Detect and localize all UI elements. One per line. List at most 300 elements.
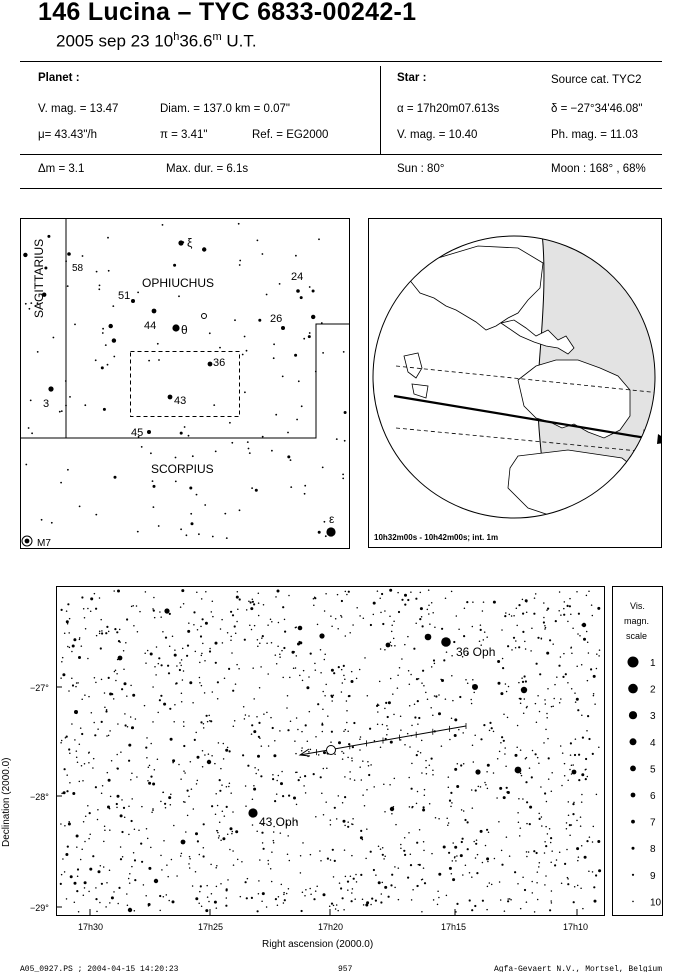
bright-star — [425, 634, 432, 641]
detail-star — [370, 764, 372, 766]
detail-star — [132, 694, 135, 697]
detail-star — [566, 828, 568, 830]
detail-star — [531, 776, 533, 778]
detail-star — [95, 608, 97, 610]
detail-star — [276, 793, 278, 795]
label-star-xi: ξ — [187, 236, 193, 250]
detail-star — [566, 822, 568, 824]
detail-star — [174, 704, 176, 706]
detail-star — [88, 696, 90, 698]
detail-star — [152, 808, 154, 810]
detail-star — [81, 733, 83, 735]
detail-star — [81, 849, 83, 851]
detail-star — [545, 729, 547, 731]
detail-star — [415, 623, 417, 625]
detail-star — [404, 837, 406, 839]
detail-star — [185, 831, 187, 833]
detail-star — [351, 760, 353, 762]
detail-star — [518, 604, 520, 606]
detail-star — [399, 667, 401, 669]
detail-star — [324, 653, 326, 655]
detail-star — [561, 785, 563, 787]
detail-star — [476, 839, 478, 841]
detail-star — [104, 692, 106, 694]
detail-star — [539, 711, 541, 713]
detail-star — [554, 684, 556, 686]
detail-star — [183, 745, 185, 747]
detail-star — [364, 805, 366, 807]
detail-star — [388, 896, 390, 898]
detail-star — [471, 909, 473, 911]
detail-star — [518, 646, 520, 648]
detail-star — [183, 770, 185, 772]
detail-star — [588, 591, 590, 593]
detail-star — [438, 694, 440, 696]
detail-star — [497, 660, 500, 663]
detail-star — [549, 828, 551, 830]
detail-star — [168, 672, 170, 674]
detail-star — [66, 610, 68, 612]
detail-star — [100, 865, 102, 867]
detail-star — [308, 676, 310, 678]
detail-star — [504, 753, 506, 755]
detail-star — [271, 621, 273, 623]
detail-star — [123, 650, 125, 652]
detail-star — [84, 617, 86, 619]
detail-star — [232, 850, 234, 852]
detail-star — [173, 825, 175, 827]
detail-star — [193, 808, 195, 810]
planet-vmag: V. mag. = 13.47 — [38, 103, 119, 115]
detail-star — [525, 648, 527, 650]
detail-star — [378, 845, 380, 847]
detail-star — [204, 754, 206, 756]
detail-star — [279, 654, 281, 656]
detail-star — [211, 611, 213, 613]
detail-star — [322, 691, 324, 693]
bright-star — [475, 769, 480, 774]
detail-star — [271, 851, 273, 853]
detail-star — [181, 692, 183, 694]
detail-star — [430, 707, 432, 709]
bright-star — [207, 760, 211, 764]
detail-star — [377, 711, 379, 713]
detail-star — [101, 630, 103, 632]
detail-star — [71, 651, 73, 653]
detail-star — [581, 801, 583, 803]
detail-star — [187, 790, 189, 792]
detail-star — [245, 881, 247, 883]
detail-star — [522, 599, 524, 601]
detail-star — [576, 847, 579, 850]
detail-star — [159, 910, 161, 912]
detail-star — [408, 832, 410, 834]
detail-star — [544, 628, 546, 630]
detail-star — [476, 872, 478, 874]
detail-star — [243, 706, 245, 708]
detail-star — [415, 598, 417, 600]
detail-star — [344, 678, 346, 680]
detail-star — [347, 757, 349, 759]
detail-star — [134, 828, 136, 830]
detail-star — [353, 878, 355, 880]
detail-star — [445, 598, 447, 600]
bright-star — [181, 840, 186, 845]
detail-star — [147, 650, 149, 652]
detail-star — [400, 729, 402, 731]
detail-star — [180, 855, 182, 857]
detail-star — [556, 676, 558, 678]
detail-star — [397, 592, 399, 594]
detail-star — [84, 887, 86, 889]
bright-star — [386, 643, 391, 648]
detail-star — [325, 801, 327, 803]
detail-star — [255, 773, 257, 775]
detail-star — [296, 717, 298, 719]
detail-star — [120, 846, 122, 848]
detail-star — [461, 809, 463, 811]
detail-star — [215, 662, 217, 664]
detail-star — [132, 605, 134, 607]
detail-star — [469, 872, 471, 874]
detail-star — [446, 817, 448, 819]
detail-star — [131, 820, 133, 822]
detail-star — [348, 695, 350, 697]
detail-star — [394, 866, 396, 868]
detail-star — [377, 590, 379, 592]
detail-star — [555, 620, 557, 622]
detail-star — [529, 806, 532, 809]
detail-star — [96, 635, 98, 637]
detail-star — [449, 799, 451, 801]
detail-star — [526, 601, 528, 603]
detail-star — [109, 693, 112, 696]
detail-star — [572, 813, 574, 815]
detail-star — [454, 768, 457, 771]
detail-star — [172, 900, 175, 903]
detail-star — [152, 809, 154, 811]
detail-star — [472, 745, 474, 747]
detail-star — [278, 622, 280, 624]
detail-star — [144, 652, 146, 654]
detail-star — [287, 853, 289, 855]
detail-star — [259, 737, 261, 739]
detail-star — [359, 749, 361, 751]
detail-star — [429, 623, 431, 625]
detail-star — [483, 639, 485, 641]
detail-star — [594, 900, 597, 903]
detail-star — [116, 807, 118, 809]
detail-star — [184, 772, 186, 774]
detail-star — [182, 648, 184, 650]
detail-star — [314, 663, 316, 665]
detail-star — [389, 589, 392, 592]
detail-star — [569, 824, 571, 826]
detail-star — [89, 812, 91, 814]
detail-star — [121, 799, 123, 801]
detail-star — [314, 597, 316, 599]
detail-star — [463, 635, 465, 637]
detail-star — [497, 758, 499, 760]
detail-star — [330, 819, 332, 821]
detail-star — [209, 720, 211, 722]
detail-star — [100, 647, 102, 649]
detail-star — [261, 901, 263, 903]
detail-star — [117, 723, 119, 725]
scale-dot-10 — [632, 901, 634, 903]
detail-star — [94, 593, 96, 595]
label-36-oph: 36 Oph — [456, 645, 496, 659]
detail-star — [270, 717, 272, 719]
detail-star — [155, 674, 157, 676]
detail-star — [246, 897, 248, 899]
detail-star — [456, 785, 459, 788]
detail-star — [258, 602, 260, 604]
detail-star — [253, 698, 255, 700]
detail-star — [286, 893, 288, 895]
detail-star — [538, 813, 540, 815]
detail-star — [425, 767, 427, 769]
detail-star — [105, 906, 107, 908]
detail-star — [448, 852, 450, 854]
detail-star — [544, 699, 546, 701]
detail-star — [301, 910, 303, 912]
detail-star — [511, 615, 512, 617]
detail-star — [432, 715, 434, 717]
detail-star — [331, 700, 333, 702]
detail-star — [301, 750, 303, 752]
detail-star — [331, 903, 333, 905]
detail-star — [114, 671, 116, 673]
detail-star — [334, 860, 336, 862]
detail-star — [140, 843, 142, 845]
detail-star — [72, 645, 75, 648]
dec-tick-27: −27° — [30, 683, 49, 693]
detail-star — [390, 678, 392, 680]
detail-star — [143, 884, 145, 886]
detail-star — [390, 641, 392, 643]
detail-star — [288, 595, 290, 597]
detail-star — [247, 878, 249, 880]
detail-star — [486, 829, 488, 831]
detail-star — [429, 765, 431, 767]
detail-star — [254, 625, 256, 627]
detail-star — [315, 669, 317, 671]
detail-star — [278, 896, 280, 898]
detail-star — [523, 712, 525, 714]
detail-star — [382, 854, 384, 856]
detail-star — [116, 673, 118, 675]
detail-star — [479, 640, 481, 642]
detail-star — [275, 654, 277, 656]
detail-star — [167, 665, 169, 667]
detail-star — [398, 867, 400, 869]
detail-star — [219, 779, 221, 781]
detail-star — [443, 659, 445, 661]
detail-star — [539, 673, 541, 675]
detail-star — [567, 883, 569, 885]
detail-star — [532, 750, 534, 752]
detail-star — [120, 858, 122, 860]
detail-star — [188, 622, 190, 624]
detail-star — [383, 858, 385, 860]
detail-star — [197, 780, 199, 782]
label-star-43: 43 — [174, 395, 187, 407]
detail-star — [473, 841, 475, 843]
detail-star — [465, 865, 467, 867]
detail-star — [202, 750, 204, 752]
detail-star — [349, 778, 351, 780]
detail-star — [546, 652, 549, 655]
detail-star — [107, 772, 109, 774]
detail-star — [65, 853, 68, 856]
detail-star — [169, 645, 171, 647]
label-star-58: 58 — [72, 263, 84, 274]
detail-star — [168, 796, 171, 799]
detail-star — [157, 712, 159, 714]
detail-star — [482, 900, 484, 902]
detail-star — [293, 668, 295, 670]
detail-star — [567, 878, 569, 880]
detail-star — [349, 771, 351, 773]
detail-star — [105, 632, 107, 634]
detail-star — [76, 682, 78, 684]
detail-star — [537, 871, 539, 873]
detail-star — [387, 716, 389, 718]
detail-star — [593, 693, 595, 695]
scale-title-1: Vis. — [630, 601, 645, 611]
detail-star — [94, 734, 96, 736]
detail-star — [130, 716, 132, 718]
detail-star — [341, 751, 343, 753]
detail-star — [472, 807, 474, 809]
detail-star — [423, 841, 425, 843]
detail-star — [276, 663, 278, 665]
detail-star — [211, 805, 213, 807]
detail-star — [407, 733, 409, 735]
bright-star — [164, 608, 169, 613]
detail-star — [221, 619, 223, 621]
detail-star — [248, 715, 250, 717]
detail-star — [384, 610, 386, 612]
detail-star — [167, 876, 169, 878]
detail-star — [391, 625, 393, 627]
detail-star — [437, 904, 439, 906]
detail-star — [97, 819, 99, 821]
detail-star — [403, 850, 405, 852]
detail-star — [294, 740, 296, 742]
detail-star — [216, 865, 218, 867]
detail-star — [289, 860, 291, 862]
detail-star — [113, 698, 115, 700]
detail-star — [443, 846, 446, 849]
detail-star — [496, 797, 498, 799]
detail-star — [237, 608, 239, 610]
detail-star — [93, 722, 95, 724]
detail-star — [347, 889, 349, 891]
detail-star — [208, 753, 210, 755]
detail-star — [338, 666, 340, 668]
detail-star — [589, 836, 591, 838]
detail-star — [215, 793, 217, 795]
detail-star — [181, 701, 183, 703]
footer-publisher: Agfa-Gevaert N.V., Mortsel, Belgium — [494, 965, 663, 972]
detail-star — [329, 905, 331, 907]
detail-star — [95, 786, 97, 788]
detail-star — [130, 779, 132, 781]
detail-star — [493, 731, 495, 733]
detail-star — [366, 789, 368, 791]
detail-star — [489, 882, 491, 884]
detail-star — [236, 621, 238, 623]
detail-star — [381, 593, 383, 595]
detail-star — [546, 713, 548, 715]
detail-star — [389, 784, 391, 786]
detail-star — [225, 749, 228, 752]
detail-star — [66, 790, 68, 792]
detail-star — [571, 646, 573, 648]
detail-star — [340, 887, 342, 889]
detail-star — [515, 647, 517, 649]
detail-star — [351, 757, 353, 759]
detail-star — [355, 874, 357, 876]
detail-star — [212, 616, 214, 618]
detail-star — [535, 703, 537, 705]
detail-star — [583, 638, 586, 641]
detail-star — [212, 691, 214, 693]
scale-dot-6 — [631, 793, 636, 798]
detail-star — [526, 801, 528, 803]
detail-star — [474, 905, 476, 907]
detail-star — [384, 649, 386, 651]
detail-star — [65, 737, 67, 739]
label-scorpius: SCORPIUS — [151, 462, 214, 476]
detail-star — [200, 721, 202, 723]
detail-star — [370, 904, 372, 906]
detail-star — [344, 825, 346, 827]
detail-star — [304, 775, 306, 777]
detail-star — [157, 759, 159, 761]
detail-star — [567, 682, 569, 684]
detail-star — [505, 683, 507, 685]
detail-star — [150, 776, 152, 778]
detail-star — [520, 908, 522, 910]
detail-star — [270, 868, 272, 870]
detail-star — [563, 608, 565, 610]
detail-star — [570, 754, 572, 756]
detail-star — [212, 600, 214, 602]
detail-star — [118, 887, 120, 889]
detail-star — [501, 850, 503, 852]
detail-star — [472, 679, 474, 681]
detail-star — [594, 703, 596, 705]
detail-star — [362, 760, 364, 762]
detail-star — [201, 905, 203, 907]
detail-star — [385, 702, 387, 704]
planet-motion: μ= 43.43"/h — [38, 129, 97, 141]
detail-star — [529, 767, 531, 769]
detail-star — [342, 758, 344, 760]
label-star-51: 51 — [118, 290, 131, 302]
detail-star — [162, 631, 164, 633]
detail-star — [323, 751, 326, 754]
detail-star — [309, 711, 311, 713]
detail-star — [163, 896, 165, 898]
detail-star — [276, 780, 278, 782]
detail-star — [308, 751, 310, 753]
detail-star — [330, 695, 332, 697]
detail-star — [76, 835, 79, 838]
